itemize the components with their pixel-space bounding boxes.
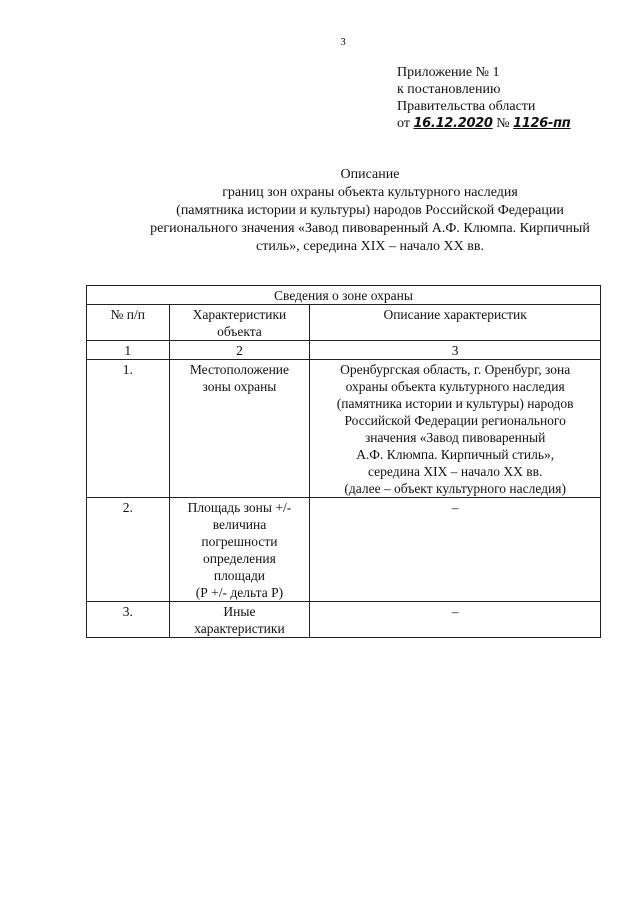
handwritten-date: 16.12.2020 xyxy=(413,116,493,131)
header-description: Описание характеристик xyxy=(310,305,601,341)
title-line-3: (памятника истории и культуры) народов Российской Федерации xyxy=(176,203,564,218)
row-number: 1. xyxy=(87,360,170,498)
row-characteristic: Иные характеристики xyxy=(169,602,310,638)
title-line-1: Описание xyxy=(340,167,400,182)
table-numbering-row xyxy=(87,341,601,360)
number-sign: № xyxy=(496,116,510,131)
appendix-ref-line: к постановлению xyxy=(397,82,501,97)
appendix-authority: Правительства области xyxy=(397,99,536,114)
table-row xyxy=(87,360,601,498)
numbering-col-3: 3 xyxy=(310,341,601,360)
row-description: – xyxy=(310,498,601,602)
row-description: – xyxy=(310,602,601,638)
appendix-title: Приложение № 1 xyxy=(397,65,500,80)
row-number: 2. xyxy=(87,498,170,602)
numbering-col-1: 1 xyxy=(87,341,170,360)
handwritten-number: 1126-пп xyxy=(513,116,571,131)
table-row xyxy=(87,602,601,638)
page-number: 3 xyxy=(340,36,346,48)
title-line-5: стиль», середина XIX – начало XX вв. xyxy=(256,239,484,254)
table-header-row xyxy=(87,305,601,341)
appendix-date-number xyxy=(397,115,571,132)
document-title xyxy=(60,166,640,256)
numbering-col-2: 2 xyxy=(169,341,310,360)
header-characteristics: Характеристики объекта xyxy=(169,305,310,341)
row-characteristic: Площадь зоны +/- величина погрешности определения площади (Р +/- дельта Р) xyxy=(169,498,310,602)
title-line-2: границ зон охраны объекта культурного наследия xyxy=(222,185,518,200)
row-description: Оренбургская область, г. Оренбург, зона охраны объекта культурного наследия (памятника истории и культуры) народов Российской Федерации регионального значения «Завод пивоваренный А.Ф. Клюмпа. Кирпичный стиль», середина XIX – начало XX вв. (далее – объект культурного наследия) xyxy=(310,360,601,498)
appendix-header xyxy=(397,64,571,132)
header-number: № п/п xyxy=(87,305,170,341)
table-caption: Сведения о зоне охраны xyxy=(87,286,601,305)
zone-info-table xyxy=(86,285,601,638)
from-label: от xyxy=(397,116,410,131)
title-line-4: регионального значения «Завод пивоваренный А.Ф. Клюмпа. Кирпичный xyxy=(150,221,590,236)
row-number: 3. xyxy=(87,602,170,638)
row-characteristic: Местоположение зоны охраны xyxy=(169,360,310,498)
table-row xyxy=(87,498,601,602)
table-caption-row xyxy=(87,286,601,305)
